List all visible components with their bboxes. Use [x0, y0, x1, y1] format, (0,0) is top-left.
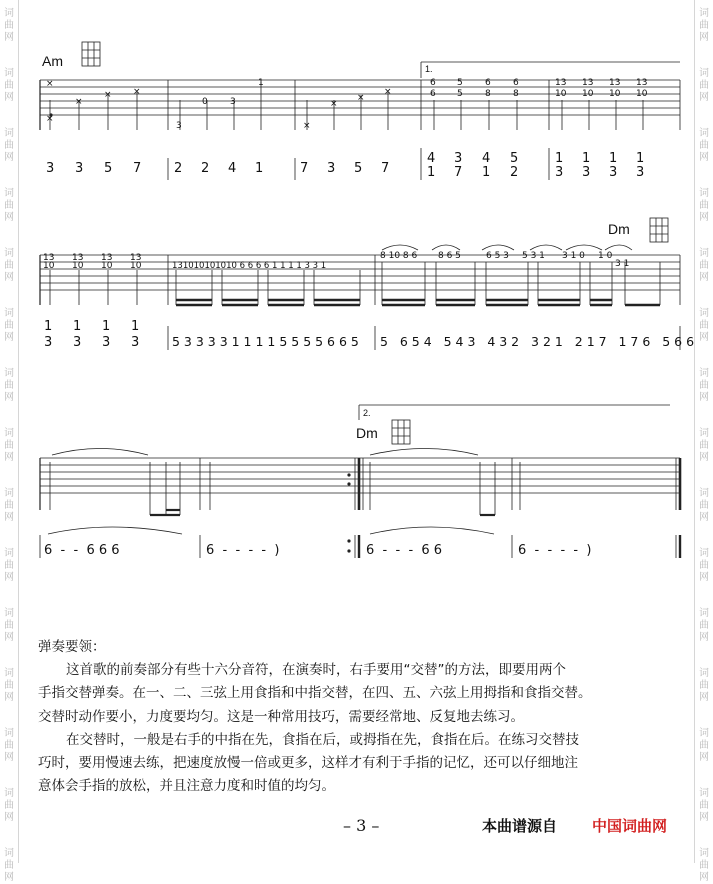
- watermark-char: 曲: [699, 560, 709, 571]
- jianpu-note: 1: [609, 151, 618, 166]
- watermark-char: 网: [699, 32, 709, 43]
- watermark-char: 词: [4, 128, 14, 139]
- watermark-char: 网: [4, 452, 14, 463]
- watermark-char: 网: [4, 92, 14, 103]
- watermark-char: 网: [699, 452, 709, 463]
- watermark-group: [1, 848, 17, 884]
- notes-line: 手指交替弹奏。在一、二、三弦上用食指和中指交替，在四、五、六弦上用拇指和食指交替。: [38, 685, 592, 702]
- jianpu-note: 3: [609, 165, 618, 180]
- tab-fret: 6: [513, 78, 519, 88]
- jianpu-note: 1: [427, 165, 436, 180]
- jianpu-note: 3: [75, 161, 84, 176]
- jianpu-run-2: 5 6 5 4 5 4 3 4 3 2 3 2 1 2 1 7 1 7 6 5 6 6: [380, 334, 695, 349]
- jianpu-note: 3: [454, 151, 463, 166]
- jianpu-note: 1: [482, 165, 491, 180]
- watermark-group: [696, 788, 712, 824]
- volta-2: 2.: [363, 408, 371, 418]
- watermark-char: 词: [699, 68, 709, 79]
- watermark-char: 曲: [4, 200, 14, 211]
- jianpu-note: 1: [582, 151, 591, 166]
- tab-fret: 13: [636, 78, 648, 88]
- watermark-char: 曲: [4, 500, 14, 511]
- watermark-char: 词: [699, 188, 709, 199]
- tab-fret: 8: [513, 89, 519, 99]
- jianpu-note: 1: [44, 319, 53, 334]
- jianpu-note: 3: [44, 335, 53, 350]
- tab-fret: 5: [457, 78, 463, 88]
- watermark-char: 网: [699, 392, 709, 403]
- jianpu-note: 2: [201, 161, 210, 176]
- jianpu-note: 1: [73, 319, 82, 334]
- jianpu-note: 1: [255, 161, 264, 176]
- watermark-char: 网: [4, 332, 14, 343]
- tab-run: 3 1: [615, 259, 630, 269]
- tab-fret: 10: [130, 261, 142, 271]
- jianpu-note: 3: [46, 161, 55, 176]
- watermark-char: 曲: [4, 680, 14, 691]
- watermark-char: 曲: [4, 740, 14, 751]
- watermark-char: 网: [699, 632, 709, 643]
- jianpu-note: 4: [427, 151, 436, 166]
- watermark-char: 词: [699, 728, 709, 739]
- watermark-char: 词: [4, 188, 14, 199]
- x-mark: ×: [384, 87, 392, 97]
- watermark-group: [696, 668, 712, 704]
- jianpu-note: 3: [582, 165, 591, 180]
- x-mark: ×: [46, 114, 54, 124]
- watermark-char: 曲: [699, 80, 709, 91]
- watermark-char: 网: [699, 92, 709, 103]
- source-label: 本曲谱源自: [482, 817, 558, 835]
- jianpu-note: 3: [102, 335, 111, 350]
- x-mark: ×: [303, 121, 311, 131]
- watermark-char: 曲: [4, 260, 14, 271]
- jianpu-note: 3: [131, 335, 140, 350]
- tab-run: 131010101010 6 6 6 6 1 1 1 1 3 3 1: [172, 261, 327, 271]
- jianpu-3b: 6 - - - - ): [206, 543, 280, 558]
- watermark-char: 曲: [4, 20, 14, 31]
- watermark-char: 曲: [699, 380, 709, 391]
- x-mark: ×: [104, 90, 112, 100]
- tab-fret: 3: [176, 121, 182, 131]
- jianpu-note: 7: [454, 165, 463, 180]
- watermark-char: 词: [4, 248, 14, 259]
- watermark-char: 曲: [699, 740, 709, 751]
- watermark-char: 词: [699, 788, 709, 799]
- page-number: – 3 –: [343, 816, 380, 835]
- jianpu-note: 3: [636, 165, 645, 180]
- site-name[interactable]: 中国词曲网: [592, 817, 668, 835]
- chord-dm: Dm: [608, 221, 630, 237]
- notes-line: 巧时，要用慢速去练，把速度放慢一倍或更多，这样才有利于手指的记忆，还可以仔细地注: [38, 755, 578, 772]
- watermark-char: 网: [4, 392, 14, 403]
- tab-run: 8 6 5: [438, 251, 461, 261]
- watermark-group: [1, 668, 17, 704]
- watermark-char: 网: [4, 32, 14, 43]
- watermark-char: 曲: [4, 380, 14, 391]
- chord-am: Am: [42, 53, 63, 69]
- watermark-char: 曲: [699, 440, 709, 451]
- tab-fret: 8: [485, 89, 491, 99]
- watermark-char: 词: [4, 848, 14, 859]
- tab-fret: 13: [101, 253, 113, 263]
- tab-fret: 10: [582, 89, 594, 99]
- tab-fret: 10: [43, 261, 55, 271]
- watermark-char: 网: [4, 152, 14, 163]
- tab-run: 1 0: [598, 251, 613, 261]
- watermark-char: 词: [699, 608, 709, 619]
- jianpu-note: 1: [636, 151, 645, 166]
- watermark-char: 曲: [699, 20, 709, 31]
- tab-fret: 10: [101, 261, 113, 271]
- jianpu-note: 2: [174, 161, 183, 176]
- x-mark: ×: [46, 79, 54, 89]
- watermark-char: 曲: [699, 860, 709, 871]
- watermark-char: 词: [4, 668, 14, 679]
- watermark-char: 词: [699, 668, 709, 679]
- watermark-char: 词: [4, 308, 14, 319]
- notes-line: 在交替时，一般是右手的中指在先，食指在后，或拇指在先，食指在后。在练习交替技: [66, 731, 579, 748]
- watermark-char: 曲: [4, 860, 14, 871]
- watermark-char: 网: [4, 632, 14, 643]
- watermark-char: 网: [699, 692, 709, 703]
- tab-fret: 3: [230, 97, 236, 107]
- watermark-char: 网: [699, 332, 709, 343]
- watermark-char: 曲: [4, 320, 14, 331]
- notes-line: 意体会手指的放松，并且注意力度和时值的均匀。: [38, 778, 335, 795]
- tab-fret: 10: [609, 89, 621, 99]
- jianpu-3a: 6 - - 6 6 6: [44, 543, 120, 558]
- playing-notes: [38, 636, 674, 798]
- tab-fret: 6: [430, 78, 436, 88]
- tab-fret: 6: [485, 78, 491, 88]
- tab-fret: 13: [555, 78, 567, 88]
- watermark-char: 网: [4, 752, 14, 763]
- jianpu-note: 3: [73, 335, 82, 350]
- watermark-char: 词: [4, 608, 14, 619]
- watermark-char: 词: [699, 548, 709, 559]
- tab-fret: 13: [609, 78, 621, 88]
- tab-fret: 13: [582, 78, 594, 88]
- watermark-char: 网: [699, 512, 709, 523]
- watermark-char: 词: [4, 368, 14, 379]
- tab-fret: 0: [202, 97, 208, 107]
- jianpu-note: 5: [354, 161, 363, 176]
- watermark-group: [1, 788, 17, 824]
- watermark-char: 词: [699, 368, 709, 379]
- watermark-char: 词: [4, 788, 14, 799]
- watermark-char: 曲: [4, 560, 14, 571]
- jianpu-note: 2: [510, 165, 519, 180]
- watermark-char: 网: [699, 752, 709, 763]
- jianpu-note: 4: [228, 161, 237, 176]
- watermark-char: 词: [4, 488, 14, 499]
- watermark-char: 曲: [4, 140, 14, 151]
- notes-line: 交替时动作要小，力度要均匀。这是一种常用技巧，需要经常地、反复地去练习。: [38, 708, 524, 725]
- tab-run: 6 5 3: [486, 251, 509, 261]
- watermark-char: 曲: [699, 800, 709, 811]
- watermark-char: 词: [699, 8, 709, 19]
- x-mark: ×: [133, 87, 141, 97]
- tab-fret: 1: [258, 78, 264, 88]
- watermark-char: 词: [4, 428, 14, 439]
- watermark-char: 网: [4, 812, 14, 823]
- tab-fret: 6: [430, 89, 436, 99]
- watermark-char: 词: [699, 128, 709, 139]
- tab-run: 3 1 0: [562, 251, 585, 261]
- x-mark: ×: [357, 93, 365, 103]
- jianpu-3d: 6 - - - - ): [518, 543, 592, 558]
- watermark-char: 网: [699, 152, 709, 163]
- watermark-char: 网: [699, 872, 709, 883]
- watermark-char: 网: [4, 512, 14, 523]
- watermark-char: 词: [4, 728, 14, 739]
- watermark-char: 网: [4, 212, 14, 223]
- watermark-char: 网: [4, 572, 14, 583]
- tab-fret: 10: [636, 89, 648, 99]
- x-mark: ×: [330, 99, 338, 109]
- watermark-char: 词: [4, 548, 14, 559]
- watermark-char: 曲: [4, 80, 14, 91]
- watermark-group: [696, 728, 712, 764]
- watermark-char: 词: [699, 308, 709, 319]
- watermark-char: 曲: [699, 500, 709, 511]
- watermark-char: 词: [699, 848, 709, 859]
- tab-fret: 10: [72, 261, 84, 271]
- jianpu-3c: 6 - - - 6 6: [366, 543, 443, 558]
- jianpu-note: 7: [133, 161, 142, 176]
- tab-fret: 5: [457, 89, 463, 99]
- jianpu-note: 1: [555, 151, 564, 166]
- watermark-char: 曲: [699, 320, 709, 331]
- watermark-char: 曲: [4, 440, 14, 451]
- tab-run: 8 10 8 6: [380, 251, 418, 261]
- watermark-char: 网: [699, 812, 709, 823]
- tab-fret: 13: [72, 253, 84, 263]
- jianpu-note: 7: [300, 161, 309, 176]
- jianpu-note: 1: [131, 319, 140, 334]
- watermark-char: 曲: [4, 620, 14, 631]
- tab-run: 5 3 1: [522, 251, 545, 261]
- watermark-char: 曲: [699, 260, 709, 271]
- chord-dm-2: Dm: [356, 425, 378, 441]
- tab-fret: 10: [555, 89, 567, 99]
- watermark-char: 网: [4, 692, 14, 703]
- tab-fret: 13: [130, 253, 142, 263]
- watermark-char: 曲: [699, 200, 709, 211]
- watermark-char: 词: [699, 428, 709, 439]
- watermark-char: 曲: [4, 800, 14, 811]
- jianpu-note: 5: [104, 161, 113, 176]
- jianpu-note: 3: [327, 161, 336, 176]
- watermark-char: 词: [699, 248, 709, 259]
- x-mark: ×: [75, 97, 83, 107]
- watermark-char: 网: [699, 572, 709, 583]
- watermark-char: 网: [4, 872, 14, 883]
- watermark-char: 词: [699, 488, 709, 499]
- jianpu-run-1: 5 3 3 3 3 1 1 1 1 5 5 5 5 6 6 5: [172, 334, 359, 349]
- watermark-char: 网: [4, 272, 14, 283]
- tab-fret: 13: [43, 253, 55, 263]
- volta-1: 1.: [425, 64, 433, 74]
- jianpu-note: 7: [381, 161, 390, 176]
- watermark-char: 词: [4, 8, 14, 19]
- watermark-group: [1, 728, 17, 764]
- watermark-char: 网: [699, 212, 709, 223]
- notes-line: 这首歌的前奏部分有些十六分音符，在演奏时，右手要用“交替”的方法，即要用两个: [66, 662, 566, 679]
- jianpu-note: 4: [482, 151, 491, 166]
- watermark-char: 曲: [699, 140, 709, 151]
- watermark-char: 曲: [699, 620, 709, 631]
- watermark-char: 网: [699, 272, 709, 283]
- watermark-char: 词: [4, 68, 14, 79]
- jianpu-note: 3: [555, 165, 564, 180]
- watermark-char: 曲: [699, 680, 709, 691]
- jianpu-note: 5: [510, 151, 519, 166]
- watermark-group: [696, 848, 712, 884]
- jianpu-system-1: [46, 151, 644, 180]
- jianpu-note: 1: [102, 319, 111, 334]
- notes-heading: 弹奏要领：: [38, 639, 106, 655]
